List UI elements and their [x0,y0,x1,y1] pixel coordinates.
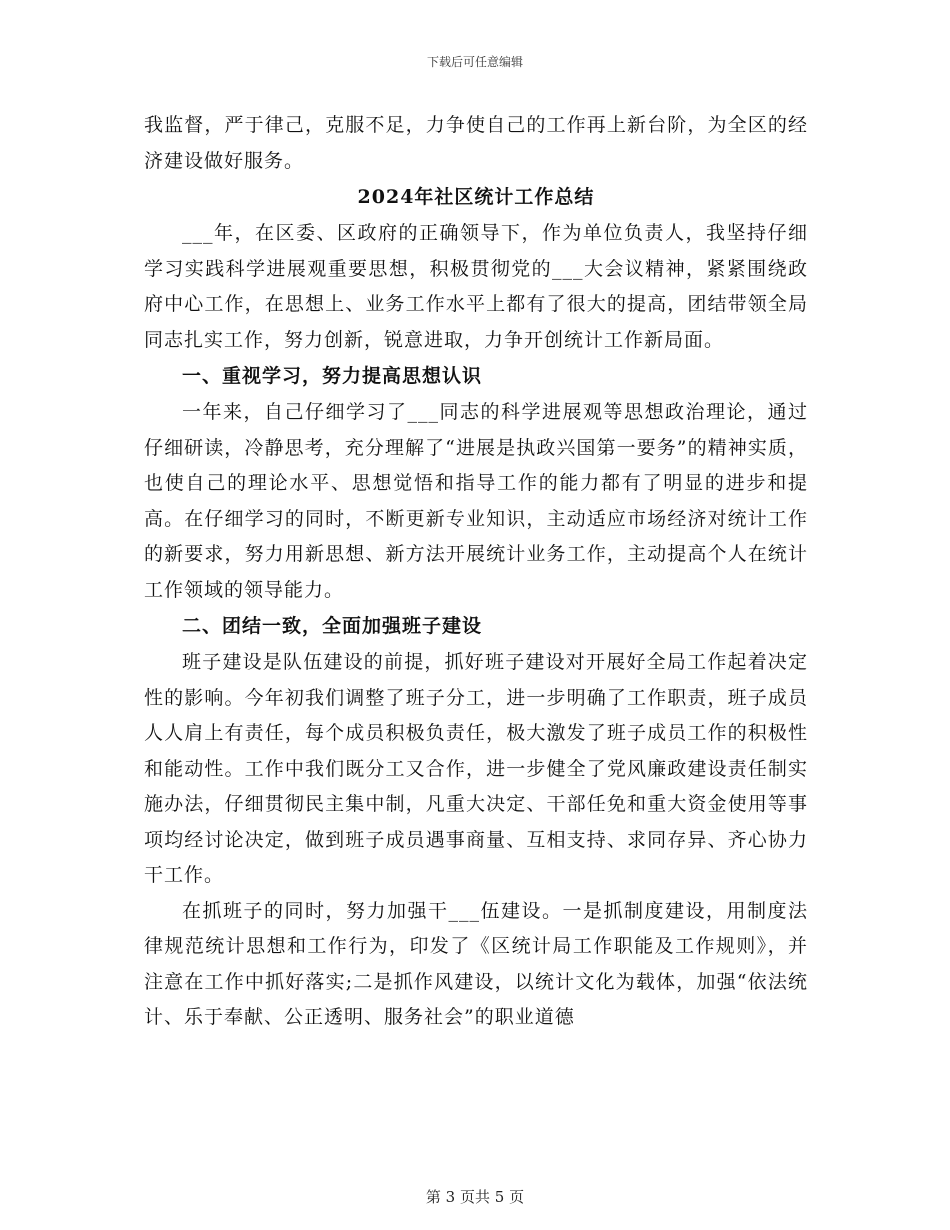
section-heading-1: 一、重视学习，努力提高思想认识 [182,365,483,387]
paragraph-3: 班子建设是队伍建设的前提，抓好班子建设对开展好全局工作起着决定性的影响。今年初我们调整了班子分工，进一步明确了工作职责，班子成员人人肩上有责任，每个成员积极负责任，极大激发了班子成员工作的积极性和能动性。工作中我们既分工又合作，进一步健全了党风廉政建设责任制实施办法，仔细贯彻民主集中制，凡重大决定、干部任免和重大资金使用等事项均经讨论决定，做到班子成员遇事商量、互相支持、求同存异、齐心协力干工作。 [144,651,808,886]
page-header: 下载后可任意编辑 [426,55,523,69]
section-heading-2: 二、团结一致，全面加强班子建设 [182,615,483,637]
intro-continuation: 我监督，严于律己，克服不足，力争使自己的工作再上新台阶，为全区的经济建设做好服务。 [144,114,808,172]
document-body [144,108,808,1036]
paragraph-4: 在抓班子的同时，努力加强干___伍建设。一是抓制度建设，用制度法律规范统计思想和工作行为，印发了《区统计局工作职能及工作规则》，并注意在工作中抓好落实;二是抓作风建设，以统计文化为载体，加强“依法统计、乐于奉献、公正透明、服务社会”的职业道德 [144,899,808,1028]
page-footer: 第 3 页共 5 页 [425,1188,525,1206]
paragraph-1: ___年，在区委、区政府的正确领导下，作为单位负责人，我坚持仔细学习实践科学进展观重要思想，积极贯彻党的___大会议精神，紧紧围绕政府中心工作，在思想上、业务工作水平上都有了很大的提高，团结带领全局同志扎实工作，努力创新，锐意进取，力争开创统计工作新局面。 [144,222,808,351]
paragraph-2: 一年来，自己仔细学习了___同志的科学进展观等思想政治理论，通过仔细研读，冷静思考，充分理解了“进展是执政兴国第一要务”的精神实质，也使自己的理论水平、思想觉悟和指导工作的能力都有了明显的进步和提高。在仔细学习的同时，不断更新专业知识，主动适应市场经济对统计工作的新要求，努力用新思想、新方法开展统计业务工作，主动提高个人在统计工作领域的领导能力。 [144,401,808,601]
document-title: 2024年社区统计工作总结 [357,186,595,208]
